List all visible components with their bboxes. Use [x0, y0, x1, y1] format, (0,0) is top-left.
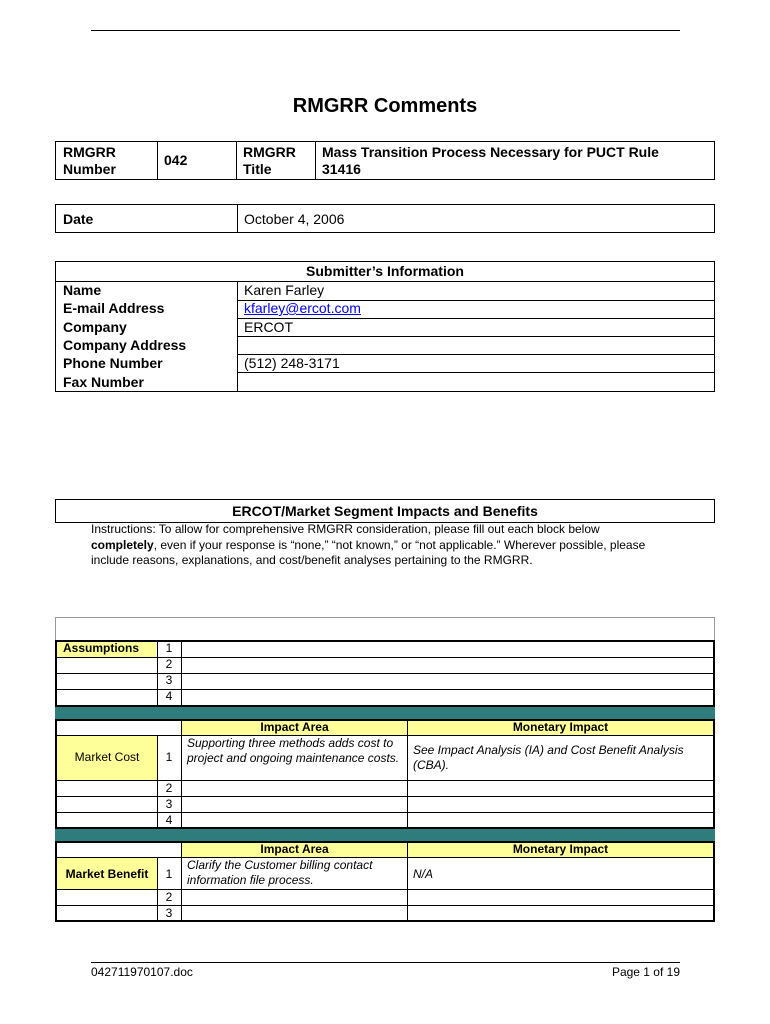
rmgrr-number-label: RMGRR Number: [63, 144, 116, 177]
separator-band: [55, 829, 715, 841]
impacts-grid: [55, 617, 715, 922]
rmgrr-number-value: 042: [164, 152, 188, 168]
page-title: RMGRR Comments: [292, 95, 478, 117]
date-value: October 4, 2006: [244, 211, 345, 227]
company-label: Company: [63, 319, 127, 335]
market-benefit-num: 2: [165, 890, 173, 904]
phone-value: (512) 248-3171: [244, 355, 340, 371]
market-benefit-impact-area: Clarify the Customer billing contact information file process.: [187, 858, 373, 887]
market-cost-label: Market Cost: [74, 750, 140, 764]
market-benefit-num: 1: [165, 867, 173, 881]
footer-rule: [91, 962, 680, 963]
footer-page-number: Page 1 of 19: [611, 965, 680, 979]
separator-band: [55, 707, 715, 719]
name-label: Name: [63, 282, 102, 298]
market-cost-num: 1: [165, 750, 173, 764]
impact-area-header: Impact Area: [260, 720, 329, 734]
market-cost-num: 3: [165, 797, 173, 811]
market-cost-num: 4: [165, 813, 173, 827]
impacts-heading-box: [55, 499, 715, 523]
rmgrr-title-value: Mass Transition Process Necessary for PUCT Rule 31416: [322, 144, 659, 177]
email-link[interactable]: kfarley@ercot.com: [244, 300, 361, 316]
market-benefit-monetary: N/A: [413, 867, 434, 881]
submitter-heading: Submitter’s Information: [306, 263, 464, 279]
monetary-impact-header: Monetary Impact: [512, 720, 609, 734]
assumption-num: 2: [165, 657, 173, 671]
impacts-heading: ERCOT/Market Segment Impacts and Benefits: [232, 503, 538, 519]
rmgrr-title-label: RMGRR Title: [243, 144, 296, 177]
impact-area-header: Impact Area: [260, 842, 329, 856]
market-benefit-label: Market Benefit: [65, 867, 149, 881]
phone-label: Phone Number: [63, 355, 163, 371]
company-value: ERCOT: [244, 319, 293, 335]
footer-filename: 042711970107.doc: [91, 965, 193, 979]
submitter-table: [55, 261, 715, 392]
market-benefit-num: 3: [165, 906, 173, 920]
header-rule: [91, 30, 680, 31]
market-cost-num: 2: [165, 781, 173, 795]
assumption-num: 3: [165, 673, 173, 687]
fax-label: Fax Number: [63, 374, 144, 390]
assumptions-label: Assumptions: [63, 641, 140, 655]
assumption-num: 4: [165, 689, 173, 703]
company-address-label: Company Address: [63, 337, 187, 353]
assumption-num: 1: [165, 641, 173, 655]
instructions: Instructions: To allow for comprehensive RMGRR consideration, please fill out each block below completely, even if your response is “none,” “not known,” or “not applicable.” Wherever possible, please include reasons, explanations, and cost/benefit analyses pertaining to the RMGRR.: [91, 522, 646, 567]
date-table: [55, 204, 715, 233]
email-label: E-mail Address: [63, 300, 165, 316]
monetary-impact-header: Monetary Impact: [512, 842, 609, 856]
market-cost-impact-area: Supporting three methods adds cost to project and ongoing maintenance costs.: [187, 736, 400, 765]
date-label: Date: [63, 211, 94, 227]
market-cost-monetary: See Impact Analysis (IA) and Cost Benefit Analysis (CBA).: [413, 743, 684, 772]
name-value: Karen Farley: [244, 282, 325, 298]
rmgrr-header-table: [55, 141, 715, 180]
